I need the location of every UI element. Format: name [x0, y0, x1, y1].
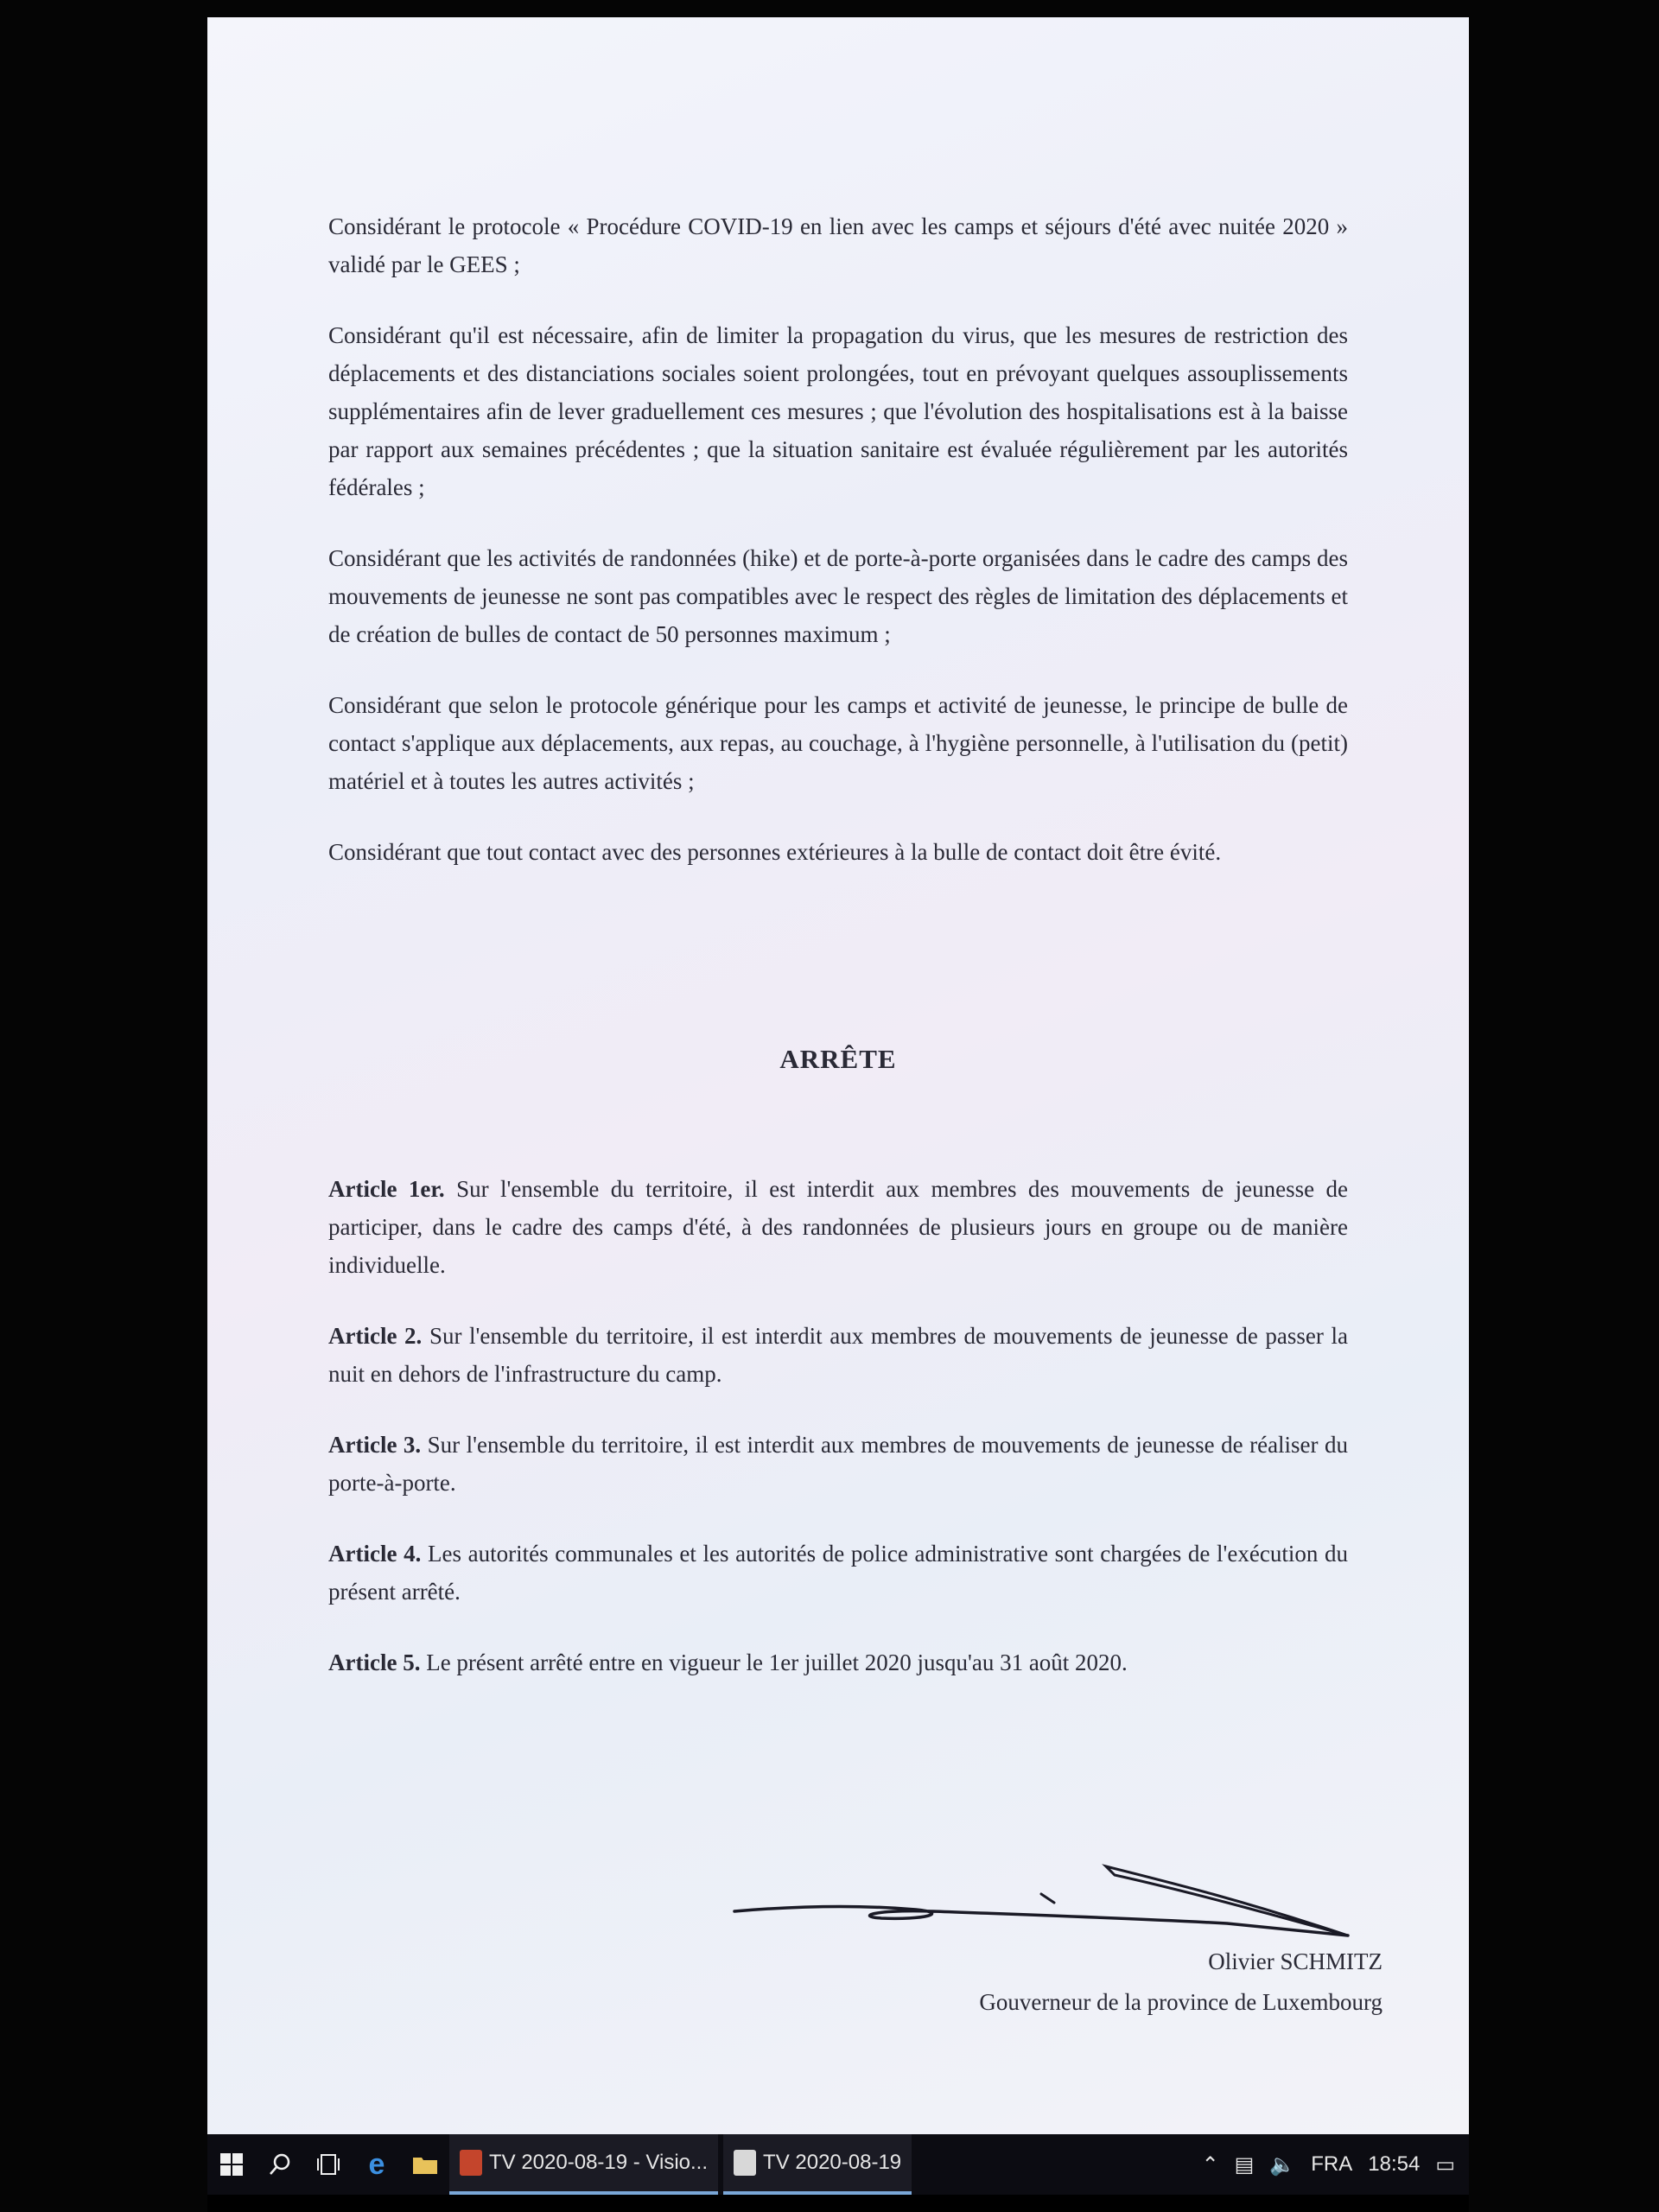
article-4-text: Les autorités communales et les autorités de police administrative sont chargées de l'exécution du présent arrêté.	[328, 1541, 1349, 1605]
considerant-paragraph-1: Considérant le protocole « Procédure COVID-19 en lien avec les camps et séjours d'été avec nuitée 2020 » validé par le GEES ;	[328, 213, 1348, 277]
article-5-label: Article 5.	[328, 1649, 421, 1675]
monitor-screen	[207, 17, 1469, 2212]
article-4	[328, 1535, 1348, 1611]
chevron-up-icon[interactable]: ⌃	[1201, 2152, 1219, 2177]
article-3-label: Article 3.	[328, 1432, 422, 1458]
search-icon[interactable]	[256, 2134, 304, 2195]
considerant-paragraph-4: Considérant que selon le protocole générique pour les camps et activité de jeunesse, le principe de bulle de contact s'applique aux déplacements, aux repas, au couchage, à l'hygiène personnelle, à l'utilisation du (petit) matériel et à toutes les autres activités ;	[328, 692, 1348, 794]
powerpoint-icon	[460, 2150, 482, 2176]
file-explorer-icon[interactable]	[401, 2134, 449, 2195]
signer-name: Olivier SCHMITZ	[1208, 1948, 1382, 1974]
article-2	[328, 1317, 1348, 1393]
article-4-label: Article 4.	[328, 1541, 422, 1567]
taskbar-app-document[interactable]	[723, 2134, 912, 2195]
considerant-paragraph-3: Considérant que les activités de randonnées (hike) et de porte-à-porte organisées dans le cadre des camps des mouvements de jeunesse ne sont pas compatibles avec le respect des règles de limitation des déplacements et de création de bulles de contact de 50 personnes maximum ;	[328, 545, 1348, 647]
article-1	[328, 1170, 1348, 1284]
taskbar-app-document-label: TV 2020-08-19	[763, 2151, 902, 2174]
document-viewer-icon	[734, 2150, 756, 2176]
clock[interactable]: 18:54	[1368, 2152, 1421, 2176]
edge-browser-icon[interactable]: e	[368, 2147, 385, 2181]
document-page	[207, 17, 1469, 2134]
taskbar-app-presentation-label: TV 2020-08-19 - Visio...	[489, 2151, 709, 2174]
arrete-heading: ARRÊTE	[779, 1044, 897, 1074]
article-2-label: Article 2.	[328, 1323, 423, 1349]
task-view-icon[interactable]	[304, 2134, 353, 2195]
network-icon[interactable]: ▤	[1234, 2152, 1255, 2177]
considerant-paragraph-2: Considérant qu'il est nécessaire, afin de limiter la propagation du virus, que les mesures de restriction des déplacements et des distanciations sociales soient prolongées, tout en prévoyant quelques assouplissements supplémentaires afin de lever graduellement ces mesures ; que l'évolution des hospitalisations est à la baisse par rapport aux semaines précédentes ; que la situation sanitaire est évaluée régulièrement par les autorités fédérales ;	[328, 322, 1348, 500]
article-2-text: Sur l'ensemble du territoire, il est interdit aux membres de mouvements de jeunesse de passer la nuit en dehors de l'infrastructure du camp.	[328, 1323, 1348, 1387]
volume-icon[interactable]: 🔈	[1269, 2152, 1296, 2177]
article-1-text: Sur l'ensemble du territoire, il est interdit aux membres des mouvements de jeunesse de participer, dans le cadre des camps d'été, à des randonnées de plusieurs jours en groupe ou de manière individuelle.	[328, 1176, 1349, 1278]
handwritten-signature-icon	[726, 1840, 1382, 1944]
signature-block	[726, 1840, 1382, 2039]
article-3-text: Sur l'ensemble du territoire, il est interdit aux membres de mouvements de jeunesse de réaliser du porte-à-porte.	[328, 1432, 1349, 1496]
taskbar-app-presentation[interactable]	[449, 2134, 718, 2195]
article-3	[328, 1426, 1348, 1502]
considerant-paragraph-5: Considérant que tout contact avec des personnes extérieures à la bulle de contact doit être évité.	[328, 839, 1222, 865]
article-5	[328, 1643, 1348, 1681]
article-5-text: Le présent arrêté entre en vigueur le 1er juillet 2020 jusqu'au 31 août 2020.	[426, 1649, 1128, 1675]
windows-taskbar	[207, 2134, 1469, 2195]
article-1-label: Article 1er.	[328, 1176, 445, 1202]
system-tray	[1202, 2152, 1469, 2177]
windows-logo-icon[interactable]	[207, 2134, 256, 2195]
signer-title: Gouverneur de la province de Luxembourg	[979, 1989, 1382, 2015]
language-indicator[interactable]: FRA	[1311, 2152, 1353, 2176]
notifications-icon[interactable]: ▭	[1435, 2152, 1455, 2177]
